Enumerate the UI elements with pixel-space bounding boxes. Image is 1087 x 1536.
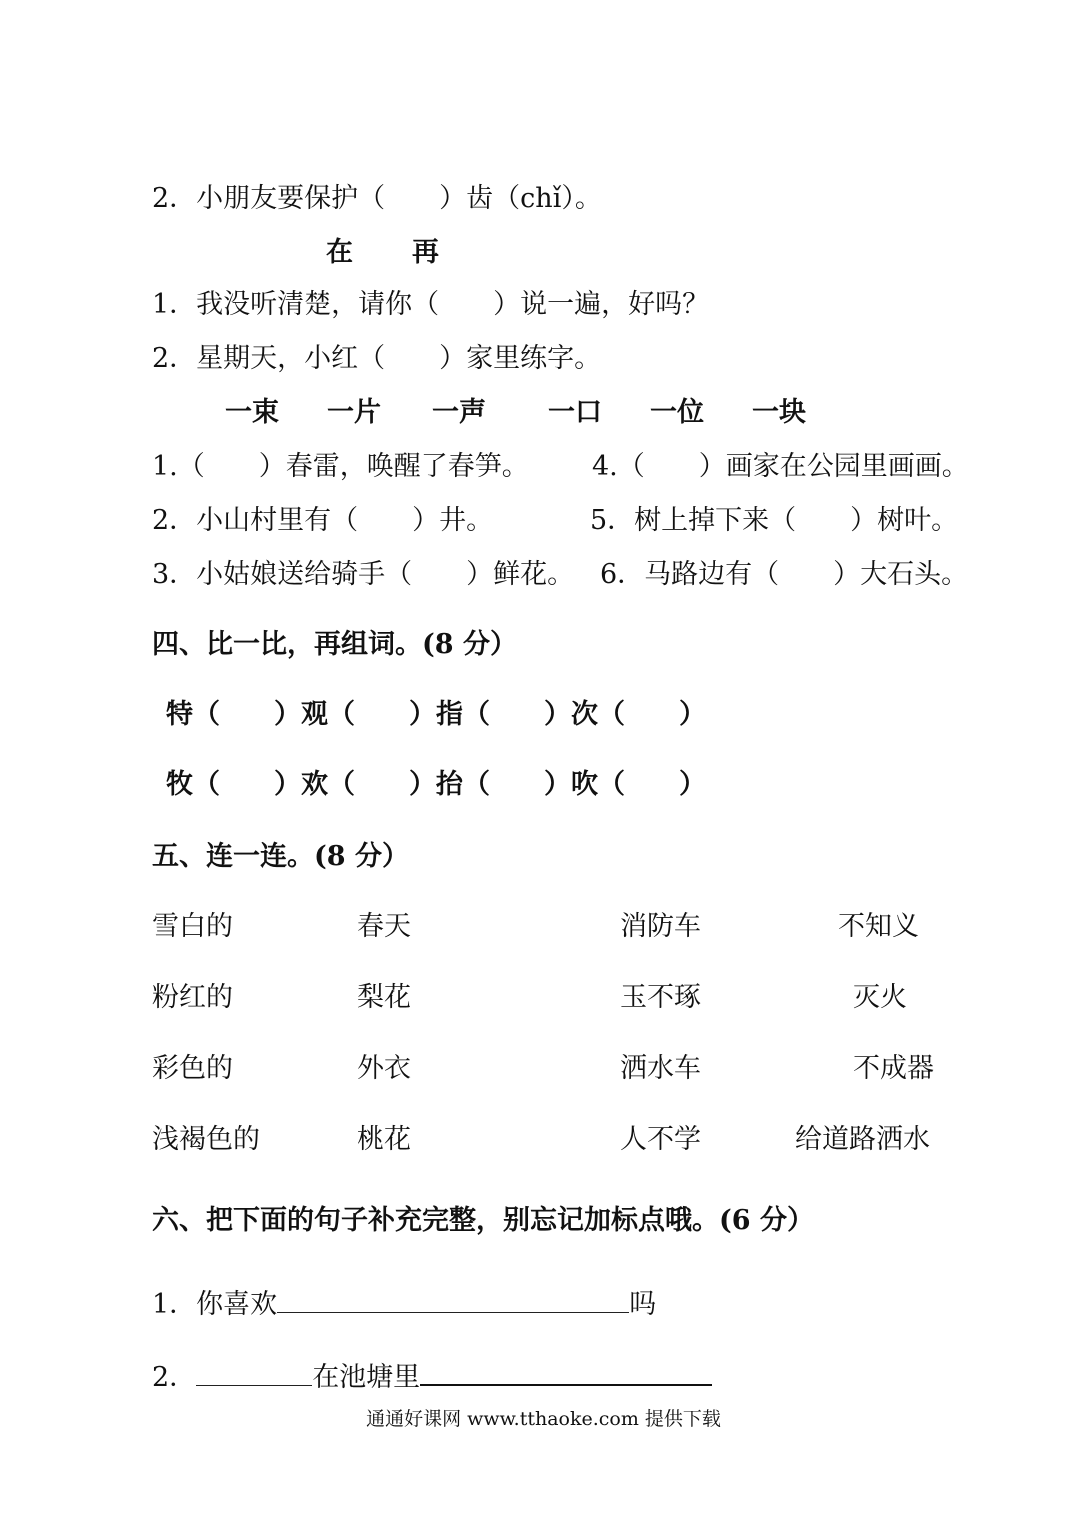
measure-question-5: 5．树上掉下来（ ）树叶。 — [590, 505, 959, 536]
word-option: 一位 — [650, 397, 704, 428]
match-item: 人不学 — [620, 1124, 701, 1155]
sentence-1 — [152, 1288, 656, 1322]
match-item: 春天 — [357, 911, 411, 942]
sentence-2-start: 2． — [152, 1362, 197, 1393]
match-item: 桃花 — [357, 1124, 411, 1155]
compare-row-2: 牧（ ）欢（ ）抬（ ）吹（ ） — [166, 769, 706, 800]
match-item: 不成器 — [853, 1053, 934, 1084]
sentence-2 — [152, 1360, 712, 1395]
measure-question-6: 6．马路边有（ ）大石头。 — [600, 559, 969, 590]
answer-blank[interactable] — [196, 1361, 312, 1386]
word-option: 一口 — [548, 397, 602, 428]
footer-source: 通通好课网 www.tthaoke.com 提供下载 — [366, 1408, 721, 1430]
section-4-title: 四、比一比，再组词。(8 分） — [152, 629, 517, 660]
word-option: 一声 — [432, 397, 486, 428]
match-item: 梨花 — [357, 982, 411, 1013]
match-item: 不知义 — [838, 911, 919, 942]
match-item: 消防车 — [620, 911, 701, 942]
sentence-1-start: 1．你喜欢 — [152, 1289, 278, 1320]
sentence-1-end: 吗 — [629, 1289, 657, 1320]
word-option: 一块 — [752, 397, 806, 428]
match-item: 给道路洒水 — [795, 1124, 930, 1155]
section-5-title: 五、连一连。(8 分） — [152, 841, 409, 872]
answer-blank[interactable] — [277, 1288, 629, 1313]
match-item: 粉红的 — [152, 982, 233, 1013]
word-option: 一片 — [327, 397, 381, 428]
match-item: 雪白的 — [152, 911, 233, 942]
match-item: 玉不琢 — [620, 982, 701, 1013]
word-option: 在 — [326, 237, 353, 268]
measure-question-4: 4.（ ）画家在公园里画画。 — [592, 451, 969, 482]
match-item: 彩色的 — [152, 1053, 233, 1084]
match-item: 外衣 — [357, 1053, 411, 1084]
answer-blank[interactable] — [420, 1360, 712, 1386]
measure-question-3: 3．小姑娘送给骑手（ ）鲜花。 — [152, 559, 575, 590]
prev-question-2: 2．小朋友要保护（ ）齿（chǐ）。 — [152, 183, 602, 214]
word-option: 一束 — [225, 397, 279, 428]
zai-question-1: 1．我没听清楚，请你（ ）说一遍，好吗？ — [152, 289, 710, 320]
measure-question-2: 2．小山村里有（ ）井。 — [152, 505, 494, 536]
zai-question-2: 2．星期天，小红（ ）家里练字。 — [152, 343, 602, 374]
match-item: 灭火 — [853, 982, 907, 1013]
section-6-title: 六、把下面的句子补充完整，别忘记加标点哦。(6 分） — [152, 1205, 814, 1236]
measure-question-1: 1.（ ）春雷，唤醒了春笋。 — [152, 451, 529, 482]
word-option: 再 — [412, 237, 439, 268]
compare-row-1: 特（ ）观（ ）指（ ）次（ ） — [166, 699, 706, 730]
sentence-2-mid: 在池塘里 — [312, 1362, 421, 1393]
match-item: 洒水车 — [620, 1053, 701, 1084]
match-item: 浅褐色的 — [152, 1124, 260, 1155]
